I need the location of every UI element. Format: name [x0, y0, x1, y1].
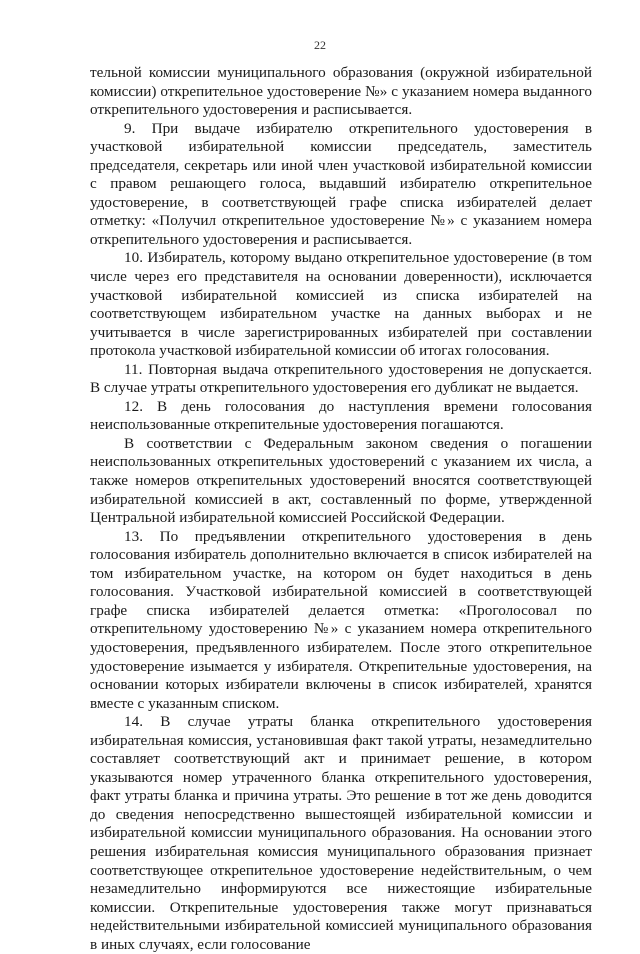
document-body [90, 64, 592, 954]
paragraph-13: 13. По предъявлении открепительного удостоверения в день голосования избиратель дополнительно включается в список избирателей на том избирательном участке, на котором он будет находиться в день голосования. Участковой избирательной комиссией в соответствующей графе списка избирателей делается отметка: «Проголосовал по открепительному удостоверению №» с указанием номера открепительного удостоверения, предъявленного избирателем. После этого открепительное удостоверение изымается у избирателя. Открепительные удостоверения, на основании которых избиратели включены в список избирателей, хранятся вместе с указанным списком. [90, 527, 592, 712]
paragraph-14: 14. В случае утраты бланка открепительного удостоверения избирательная комиссия, установившая факт такой утраты, незамедлительно составляет соответствующий акт и принимает решение, в котором указываются номер утраченного бланка открепительного удостоверения, факт утраты бланка и причина утраты. Это решение в тот же день доводится до сведения непосредственно вышестоящей избирательной комиссии и избирательной комиссии муниципального образования. На основании этого решения избирательная комиссия муниципального образования признает соответствующее открепительное удостоверение недействительным, о чем незамедлительно информируются все нижестоящие избирательные комиссии. Открепительные удостоверения также могут признаваться недействительными избирательной комиссией муниципального образования в иных случаях, если голосование [90, 713, 592, 953]
paragraph-9: 9. При выдаче избирателю открепительного удостоверения в участковой избирательной комиссии председатель, заместитель председателя, секретарь или иной член участковой избирательной комиссии с правом решающего голоса, выдавший избирателю открепительное удостоверение, в соответствующей графе списка избирателей делает отметку: «Получил открепительное удостоверение №» с указанием номера открепительного удостоверения и расписывается. [90, 119, 592, 248]
paragraph-12-continuation: В соответствии с Федеральным законом сведения о погашении неиспользованных открепительных удостоверений с указанием их числа, а также номеров открепительных удостоверений вносятся соответствующей избирательной комиссией в акт, составленный по форме, утвержденной Центральной избирательной комиссией Российской Федерации. [90, 434, 592, 527]
paragraph-12: 12. В день голосования до наступления времени голосования неиспользованные открепительные удостоверения погашаются. [90, 397, 592, 434]
page-number: 22 [314, 38, 326, 52]
paragraph-10: 10. Избиратель, которому выдано открепительное удостоверение (в том числе через его представителя на основании доверенности), исключается участковой избирательной комиссией из списка избирателей на соответствующем избирательном участке на данных выборах и не учитывается в числе зарегистрированных избирателей при составлении протокола участковой избирательной комиссии об итогах голосования. [90, 249, 592, 360]
paragraph-11: 11. Повторная выдача открепительного удостоверения не допускается. В случае утраты открепительного удостоверения его дубликат не выдается. [90, 360, 592, 397]
paragraph-continuation: тельной комиссии муниципального образования (окружной избирательной комиссии) открепительное удостоверение №» с указанием номера выданного открепительного удостоверения и расписывается. [90, 64, 592, 119]
